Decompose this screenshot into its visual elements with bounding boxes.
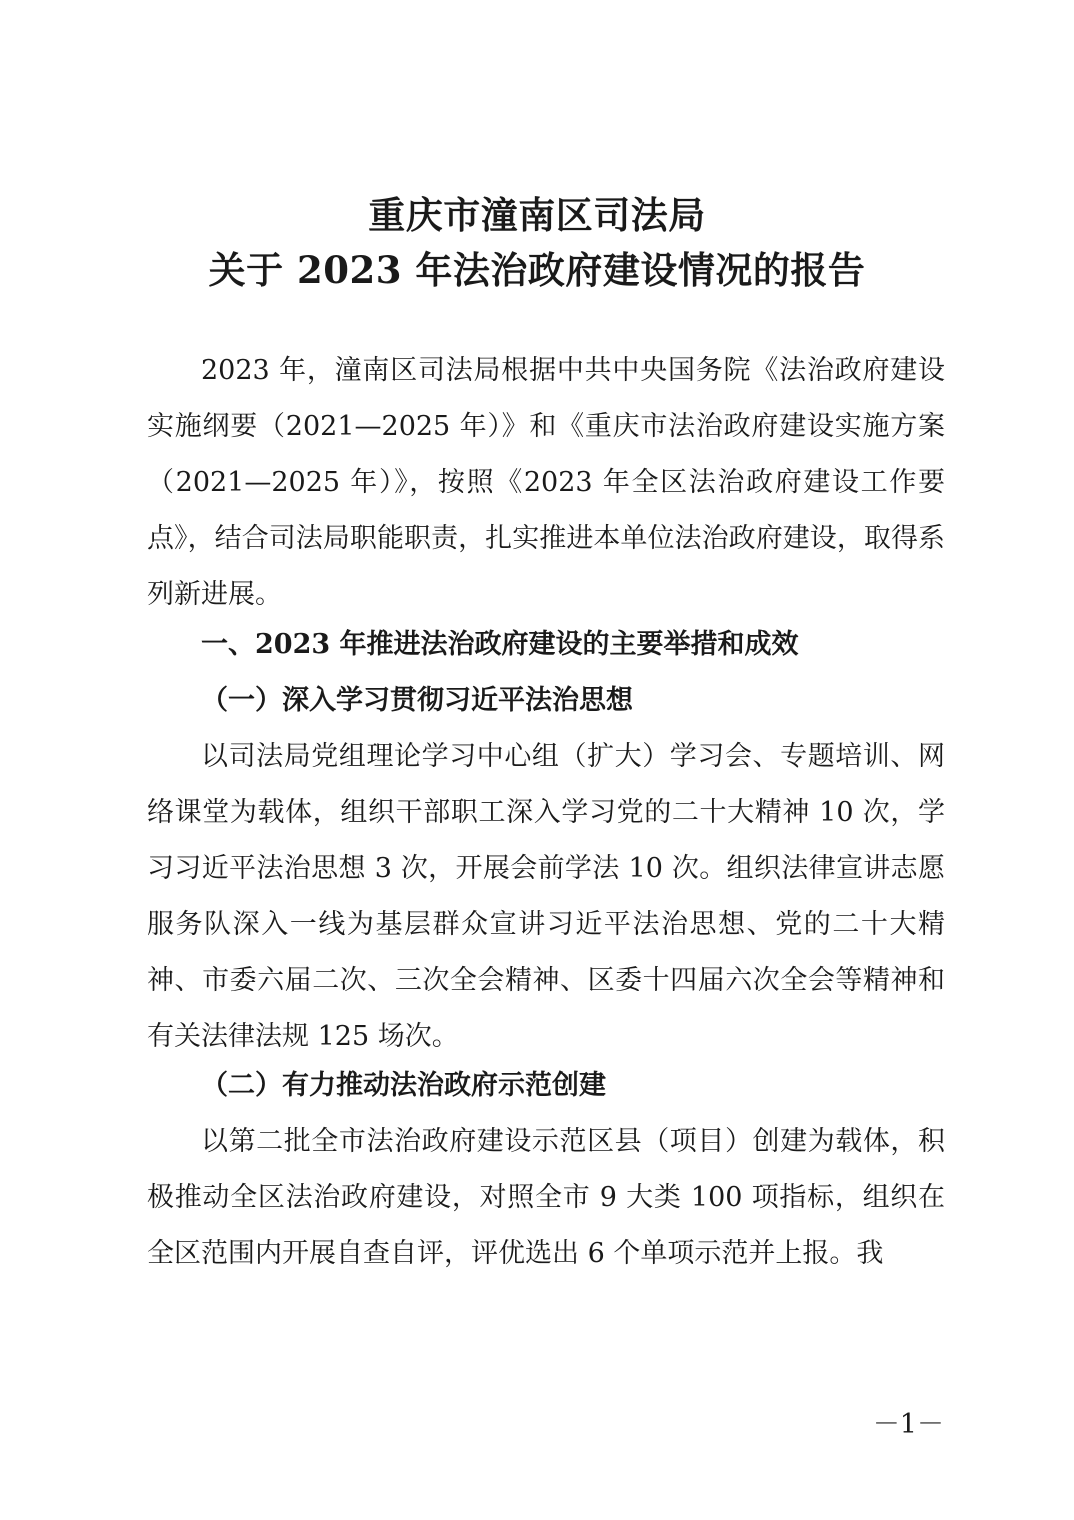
page-number: －1－ (872, 1409, 944, 1440)
section-heading: 一、2023 年推进法治政府建设的主要举措和成效 (201, 629, 799, 660)
subsection-heading: （二）有力推动法治政府示范创建 (201, 1070, 606, 1101)
subsection-paragraph: 以第二批全市法治政府建设示范区县（项目）创建为载体，积极推动全区法治政府建设，对照全市 9 大类 100 项指标，组织在全区范围内开展自查自评，评优选出 6 个单项示范并上报。我 (147, 1126, 945, 1269)
intro-paragraph: 2023 年，潼南区司法局根据中共中央国务院《法治政府建设实施纲要（2021—2025 年）》和《重庆市法治政府建设实施方案（2021—2025 年）》，按照《2023 年全区法治政府建设工作要点》，结合司法局职能职责，扎实推进本单位法治政府建设，取得系列新进展。 (147, 355, 945, 610)
subsection-paragraph: 以司法局党组理论学习中心组（扩大）学习会、专题培训、网络课堂为载体，组织干部职工深入学习党的二十大精神 10 次，学习习近平法治思想 3 次，开展会前学法 10 次。组织法律宣讲志愿服务队深入一线为基层群众宣讲习近平法治思想、党的二十大精神、市委六届二次、三次全会精神、区委十四届六次全会等精神和有关法律法规 125 场次。 (147, 741, 945, 1052)
document-title-line1: 重庆市潼南区司法局 (368, 193, 706, 237)
document-title-line2: 关于 2023 年法治政府建设情况的报告 (208, 248, 866, 292)
subsection-heading: （一）深入学习贯彻习近平法治思想 (201, 685, 633, 716)
